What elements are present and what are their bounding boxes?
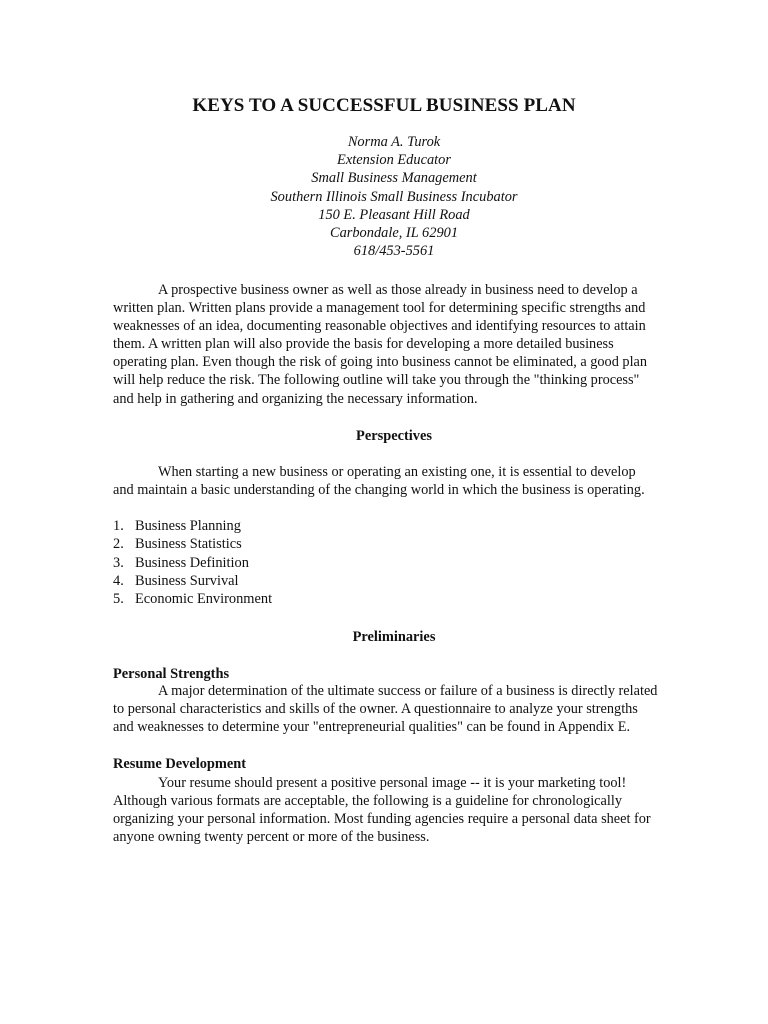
paragraph-line: A major determination of the ultimate success or failure of a business is directly related xyxy=(158,683,658,699)
list-item-label: Business Definition xyxy=(135,554,249,571)
list-item-number: 4. xyxy=(113,572,124,589)
list-item-label: Business Statistics xyxy=(135,536,242,553)
author-city: Carbondale, IL 62901 xyxy=(329,225,459,242)
subheading-personal-strengths: Personal Strengths xyxy=(113,666,230,682)
personal-strengths-paragraph xyxy=(113,682,673,736)
author-organization: Southern Illinois Small Business Incubator xyxy=(270,188,518,205)
resume-development-paragraph xyxy=(113,774,673,846)
list-item xyxy=(113,535,272,553)
paragraph-line: When starting a new business or operating an existing one, it is essential to develop xyxy=(158,464,636,480)
author-name: Norma A. Turok xyxy=(347,134,441,150)
paragraph-line: will help reduce the risk. The following outline will take you through the "thinking process" xyxy=(113,372,640,389)
paragraph-line: and maintain a basic understanding of the changing world in which the business is operating. xyxy=(113,482,645,499)
section-heading-perspectives: Perspectives xyxy=(356,428,432,444)
paragraph-line: Your resume should present a positive personal image -- it is your marketing tool! xyxy=(158,775,627,791)
paragraph-line: to personal characteristics and skills of the owner. A questionnaire to analyze your strengths xyxy=(113,701,638,718)
perspectives-paragraph xyxy=(113,463,673,499)
paragraph-line: anyone owning twenty percent or more of the business. xyxy=(113,829,430,846)
paragraph-line: them. A written plan will also provide the basis for developing a more detailed business xyxy=(113,336,614,353)
intro-paragraph xyxy=(113,281,673,408)
list-item xyxy=(113,554,272,572)
author-phone: 618/453-5561 xyxy=(353,243,435,260)
list-item xyxy=(113,517,272,535)
subheading-resume-development: Resume Development xyxy=(113,756,247,772)
paragraph-line: weaknesses of an idea, documenting reasonable objectives and identifying resources to attain xyxy=(113,318,646,335)
author-program: Small Business Management xyxy=(311,170,477,187)
author-address: 150 E. Pleasant Hill Road xyxy=(318,206,470,223)
list-item xyxy=(113,572,272,590)
paragraph-line: operating plan. Even though the risk of going into business cannot be eliminated, a good plan xyxy=(113,354,648,371)
section-heading-preliminaries: Preliminaries xyxy=(352,629,436,645)
list-item-label: Business Survival xyxy=(135,572,239,589)
list-item-number: 2. xyxy=(113,536,124,553)
perspectives-list xyxy=(113,517,272,608)
paragraph-line: A prospective business owner as well as those already in business need to develop a xyxy=(158,282,638,298)
document-title: KEYS TO A SUCCESSFUL BUSINESS PLAN xyxy=(192,95,576,116)
list-item xyxy=(113,590,272,608)
list-item-number: 5. xyxy=(113,591,124,608)
paragraph-line: and weaknesses to determine your "entrepreneurial qualities" can be found in Appendix E. xyxy=(113,719,631,736)
author-role: Extension Educator xyxy=(337,152,451,169)
list-item-label: Economic Environment xyxy=(135,591,273,608)
paragraph-line: Although various formats are acceptable, the following is a guideline for chronologically xyxy=(113,793,622,810)
paragraph-line: written plan. Written plans provide a management tool for determining specific strengths and xyxy=(113,300,646,317)
paragraph-line: and help in gathering and organizing the necessary information. xyxy=(113,390,478,407)
list-item-number: 1. xyxy=(113,518,124,534)
list-item-number: 3. xyxy=(113,554,124,571)
author-block xyxy=(0,133,768,260)
list-item-label: Business Planning xyxy=(135,518,241,534)
paragraph-line: organizing your personal information. Most funding agencies require a personal data sheet for xyxy=(113,811,651,828)
